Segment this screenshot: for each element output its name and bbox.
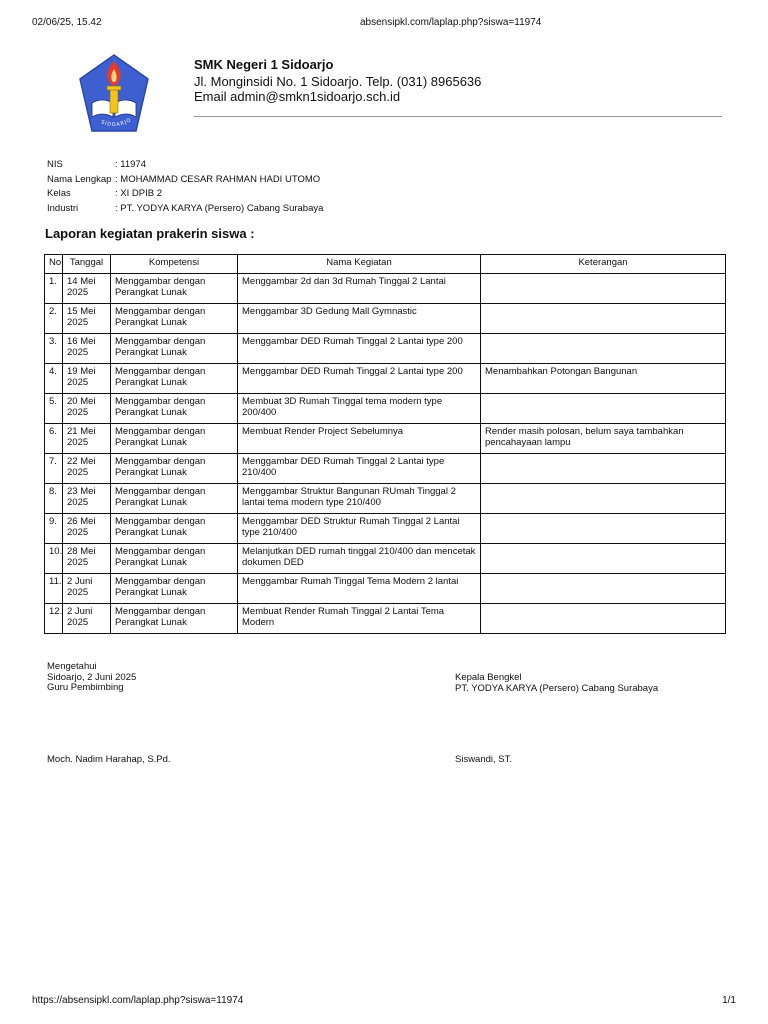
info-row-class <box>47 187 323 202</box>
table-body <box>45 274 726 634</box>
table-row <box>45 394 726 424</box>
acknowledged-label: Mengetahui <box>47 661 97 672</box>
cell-notes <box>481 304 726 334</box>
cell-activity: Menggambar 3D Gedung Mall Gymnastic <box>238 304 481 334</box>
student-info <box>47 158 323 216</box>
cell-activity: Menggambar 2d dan 3d Rumah Tinggal 2 Lantai <box>238 274 481 304</box>
cell-notes <box>481 544 726 574</box>
cell-no: 4. <box>45 364 63 394</box>
cell-competency: Menggambar dengan Perangkat Lunak <box>111 484 238 514</box>
cell-no: 3. <box>45 334 63 364</box>
cell-notes <box>481 574 726 604</box>
place-date: Sidoarjo, 2 Juni 2025 <box>47 671 137 683</box>
print-datetime: 02/06/25, 15.42 <box>32 17 102 28</box>
class-label: Kelas <box>47 188 71 199</box>
school-email: Email admin@smkn1sidoarjo.sch.id <box>194 89 401 104</box>
cell-date: 23 Mei 2025 <box>63 484 111 514</box>
print-footer <box>32 995 736 1009</box>
name-value: : MOHAMMAD CESAR RAHMAN HADI UTOMO <box>115 173 321 185</box>
cell-activity: Menggambar DED Rumah Tinggal 2 Lantai type 200 <box>238 334 481 364</box>
table-header-row <box>45 255 726 274</box>
cell-competency: Menggambar dengan Perangkat Lunak <box>111 274 238 304</box>
header-activity: Nama Kegiatan <box>238 255 481 274</box>
nis-label: NIS <box>47 159 63 170</box>
cell-activity: Menggambar DED Rumah Tinggal 2 Lantai type 210/400 <box>238 454 481 484</box>
report-title: Laporan kegiatan prakerin siswa : <box>45 226 255 241</box>
company-name: PT. YODYA KARYA (Persero) Cabang Surabaya <box>455 682 659 694</box>
table-row <box>45 304 726 334</box>
header-notes: Keterangan <box>481 255 726 274</box>
nis-value: : 11974 <box>115 159 146 170</box>
cell-activity: Membuat 3D Rumah Tinggal tema modern type 200/400 <box>238 394 481 424</box>
cell-date: 14 Mei 2025 <box>63 274 111 304</box>
cell-date: 2 Juni 2025 <box>63 574 111 604</box>
supervisor-role: Guru Pembimbing <box>47 682 124 693</box>
header-competency: Kompetensi <box>111 255 238 274</box>
cell-competency: Menggambar dengan Perangkat Lunak <box>111 454 238 484</box>
footer-url: https://absensipkl.com/laplap.php?siswa=11974 <box>32 995 244 1006</box>
cell-competency: Menggambar dengan Perangkat Lunak <box>111 424 238 454</box>
cell-activity: Melanjutkan DED rumah tinggal 210/400 dan mencetak dokumen DED <box>238 544 481 574</box>
cell-notes <box>481 274 726 304</box>
cell-notes <box>481 484 726 514</box>
cell-date: 22 Mei 2025 <box>63 454 111 484</box>
class-value: : XI DPIB 2 <box>115 188 162 199</box>
cell-date: 20 Mei 2025 <box>63 394 111 424</box>
header-divider <box>194 116 722 117</box>
cell-competency: Menggambar dengan Perangkat Lunak <box>111 394 238 424</box>
cell-no: 6. <box>45 424 63 454</box>
table-row <box>45 274 726 304</box>
cell-notes: Menambahkan Potongan Bangunan <box>481 364 726 394</box>
industry-label: Industri <box>47 202 79 214</box>
cell-notes: Render masih polosan, belum saya tambahkan pencahayaan lampu <box>481 424 726 454</box>
cell-no: 2. <box>45 304 63 334</box>
cell-no: 12. <box>45 604 63 634</box>
cell-notes <box>481 394 726 424</box>
table-row <box>45 364 726 394</box>
print-header <box>32 17 736 31</box>
cell-date: 19 Mei 2025 <box>63 364 111 394</box>
school-logo <box>78 53 150 137</box>
cell-date: 15 Mei 2025 <box>63 304 111 334</box>
workshop-head-role: Kepala Bengkel <box>455 672 522 683</box>
cell-no: 5. <box>45 394 63 424</box>
cell-date: 26 Mei 2025 <box>63 514 111 544</box>
info-row-industry <box>47 202 323 217</box>
table-row <box>45 574 726 604</box>
info-row-nis <box>47 158 323 173</box>
cell-activity: Menggambar Rumah Tinggal Tema Modern 2 lantai <box>238 574 481 604</box>
industry-value: : PT. YODYA KARYA (Persero) Cabang Surabaya <box>115 202 324 214</box>
cell-notes <box>481 604 726 634</box>
cell-competency: Menggambar dengan Perangkat Lunak <box>111 304 238 334</box>
activity-table <box>44 254 726 634</box>
header-no: No. <box>45 255 63 274</box>
cell-no: 9. <box>45 514 63 544</box>
school-address: Jl. Monginsidi No. 1 Sidoarjo. Telp. (031) 8965636 <box>194 74 482 89</box>
table-row <box>45 484 726 514</box>
cell-date: 2 Juni 2025 <box>63 604 111 634</box>
supervisor-name: Moch. Nadim Harahap, S.Pd. <box>47 754 171 765</box>
cell-date: 16 Mei 2025 <box>63 334 111 364</box>
table-row <box>45 514 726 544</box>
table-row <box>45 544 726 574</box>
cell-competency: Menggambar dengan Perangkat Lunak <box>111 334 238 364</box>
cell-competency: Menggambar dengan Perangkat Lunak <box>111 514 238 544</box>
cell-competency: Menggambar dengan Perangkat Lunak <box>111 364 238 394</box>
cell-competency: Menggambar dengan Perangkat Lunak <box>111 604 238 634</box>
info-row-name <box>47 173 323 188</box>
workshop-head-name: Siswandi, ST. <box>455 754 513 765</box>
cell-no: 8. <box>45 484 63 514</box>
name-label: Nama Lengkap <box>47 173 112 185</box>
cell-date: 28 Mei 2025 <box>63 544 111 574</box>
cell-activity: Menggambar DED Rumah Tinggal 2 Lantai type 200 <box>238 364 481 394</box>
cell-date: 21 Mei 2025 <box>63 424 111 454</box>
table-row <box>45 454 726 484</box>
cell-no: 1. <box>45 274 63 304</box>
cell-competency: Menggambar dengan Perangkat Lunak <box>111 544 238 574</box>
cell-activity: Menggambar DED Struktur Rumah Tinggal 2 Lantai type 210/400 <box>238 514 481 544</box>
cell-notes <box>481 454 726 484</box>
cell-notes <box>481 514 726 544</box>
cell-activity: Menggambar Struktur Bangunan RUmah Tinggal 2 lantai tema modern type 210/400 <box>238 484 481 514</box>
school-header <box>194 57 481 104</box>
cell-no: 10. <box>45 544 63 574</box>
page-number: 1/1 <box>722 995 736 1006</box>
header-date: Tanggal <box>63 255 111 274</box>
table-row <box>45 424 726 454</box>
print-url: absensipkl.com/laplap.php?siswa=11974 <box>360 17 542 28</box>
cell-competency: Menggambar dengan Perangkat Lunak <box>111 574 238 604</box>
cell-notes <box>481 334 726 364</box>
cell-activity: Membuat Render Project Sebelumnya <box>238 424 481 454</box>
table-row <box>45 334 726 364</box>
school-name: SMK Negeri 1 Sidoarjo <box>194 57 334 72</box>
signature-left <box>47 662 136 694</box>
table-row <box>45 604 726 634</box>
cell-no: 11. <box>45 574 63 604</box>
logo-text: SIDOARJO <box>100 117 133 129</box>
cell-activity: Membuat Render Rumah Tinggal 2 Lantai Tema Modern <box>238 604 481 634</box>
cell-no: 7. <box>45 454 63 484</box>
signature-right <box>455 673 658 694</box>
